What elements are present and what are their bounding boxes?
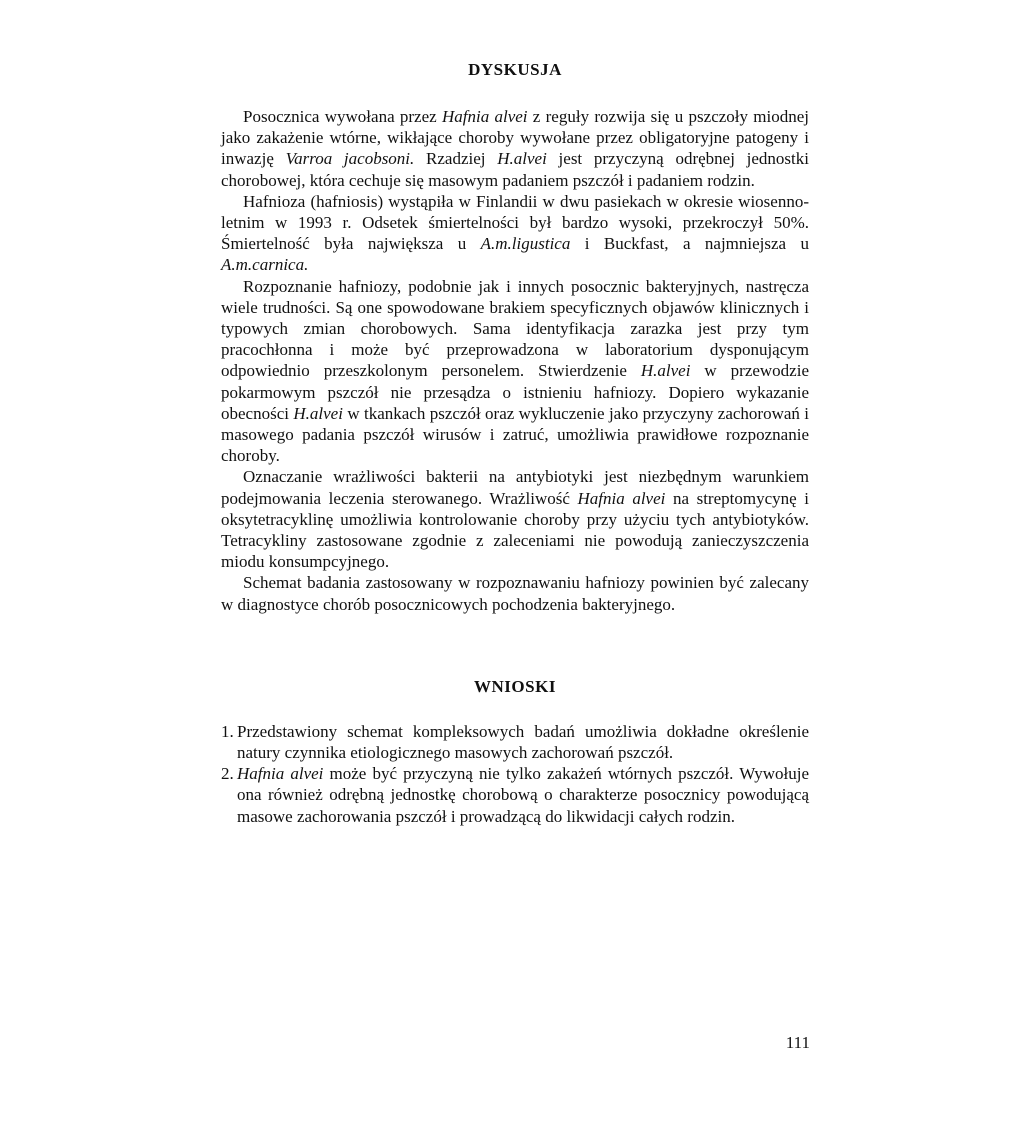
discussion-heading: DYSKUSJA — [468, 60, 562, 79]
italic-term: A.m.carnica. — [221, 255, 309, 275]
conclusions-heading: WNIOSKI — [474, 676, 556, 696]
italic-term: Hafnia alvei — [577, 488, 666, 508]
italic-term: Hafnia alvei — [441, 107, 528, 126]
conclusion-item-2 — [221, 763, 809, 827]
conclusion-text: Hafnia alvei może być przyczyną nie tylko zakażeń wtórnych pszczół. Wywołuje ona również odrębną jednostkę chorobową o charakterze posocznicy powodującą masowe zachorowania pszczół i prowadzącą do likwidacji całych rodzin. — [237, 764, 810, 826]
conclusion-number: 2. — [221, 764, 234, 784]
italic-term: H.alvei — [640, 361, 691, 381]
conclusions-list — [221, 721, 809, 827]
discussion-paragraph-5: Schemat badania zastosowany w rozpoznawaniu hafniozy powinien być zalecany w diagnostyce chorób posocznicowych pochodzenia bakteryjnego. — [221, 573, 809, 614]
page-number: 111 — [785, 1033, 810, 1052]
discussion-section — [221, 106, 809, 615]
page-body — [221, 60, 809, 827]
conclusion-text: Przedstawiony schemat kompleksowych badań umożliwia dokładne określenie natury czynnika etiologicznego masowych zachorowań pszczół. — [237, 721, 809, 763]
discussion-paragraph-3: Rozpoznanie hafniozy, podobnie jak i innych posocznic bakteryjnych, nastręcza wiele trudności. Są one spowodowane brakiem specyficznych objawów klinicznych i typowych zmian chorobowych. Sama identyfikacja zarazka jest przy tym pracochłonna i może być przeprowadzona w laboratorium dysponującym odpowiednio przeszkolonym personelem. Stwierdzenie H.alvei w przewodzie pokarmowym pszczół nie przesądza o istnieniu hafniozy. Dopiero wykazanie obecności H.alvei w tkankach pszczół oraz wykluczenie jako przyczyny zachorowań i masowego padania pszczół wirusów i zatruć, umożliwia prawidłowe rozpoznanie choroby. — [221, 276, 809, 466]
discussion-paragraph-4: Oznaczanie wrażliwości bakterii na antybiotyki jest niezbędnym warunkiem podejmowania leczenia sterowanego. Wrażliwość Hafnia alvei na streptomycynę i oksytetracyklinę umożliwia kontrolowanie choroby przy użyciu tych antybiotyków. Tetracykliny zastosowane zgodnie z zaleceniami nie powodują zanieczyszczenia miodu konsumpcyjnego. — [221, 467, 809, 572]
italic-term: Varroa jacobsoni. — [285, 149, 415, 169]
italic-term: H.alvei — [497, 149, 547, 169]
discussion-paragraph-2: Hafnioza (hafniosis) wystąpiła w Finlandii w dwu pasiekach w okresie wiosenno-letnim w 1993 r. Odsetek śmiertelności był bardzo wysoki, przekroczył 50%. Śmiertelność była największa u A.m.ligustica i Buckfast, a najmniejsza u A.m.carnica. — [221, 191, 809, 275]
discussion-paragraph-1: Posocznica wywołana przez Hafnia alvei z reguły rozwija się u pszczoły miodnej jako zakażenie wtórne, wikłające choroby wywołane przez obligatoryjne patogeny i inwazję Varroa jacobsoni. Rzadziej H.alvei jest przyczyną odrębnej jednostki chorobowej, która cechuje się masowym padaniem pszczół i padaniem rodzin. — [221, 107, 810, 190]
conclusion-number: 1. — [221, 721, 234, 741]
italic-term: Hafnia alvei — [237, 764, 324, 784]
italic-term: H.alvei — [293, 403, 343, 423]
italic-term: A.m.ligustica — [480, 234, 571, 254]
conclusion-item-1 — [221, 721, 809, 763]
